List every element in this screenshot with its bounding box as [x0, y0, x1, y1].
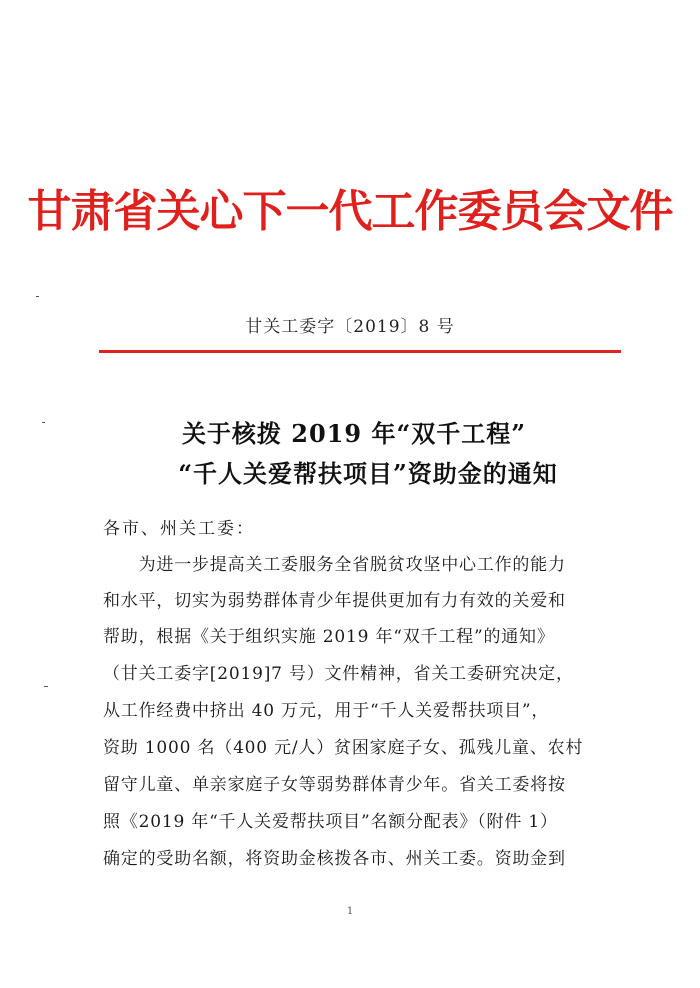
red-separator-line — [99, 350, 621, 353]
body-line: 从工作经费中挤出 40 万元，用于“千人关爱帮扶项目”， — [103, 701, 550, 721]
body-line: 资助 1000 名（400 元/人）贫困家庭子女、孤残儿童、农村 — [103, 738, 584, 758]
scan-margin-mark — [36, 296, 39, 297]
body-line: 确定的受助名额，将资助金核拨各市、州关工委。资助金到 — [103, 849, 566, 869]
body-line: 照《2019 年“千人关爱帮扶项目”名额分配表》（附件 1） — [103, 812, 558, 832]
letterhead-title: 甘肃省关心下一代工作委员会文件 — [27, 186, 673, 237]
scan-margin-mark — [44, 686, 48, 687]
body-line: 为进一步提高关工委服务全省脱贫攻坚中心工作的能力 — [103, 555, 566, 575]
body-line: 帮助，根据《关于组织实施 2019 年“双千工程”的通知》 — [103, 627, 555, 647]
document-number: 甘关工委字〔2019〕8 号 — [245, 317, 455, 337]
salutation: 各市、州关工委： — [103, 519, 255, 539]
body-line: 和水平，切实为弱势群体青少年提供更加有力有效的关爱和 — [103, 591, 566, 611]
notice-title-line-1: 关于核拨 2019 年“双千工程” — [181, 419, 527, 448]
body-line: 留守儿童、单亲家庭子女等弱势群体青少年。省关工委将按 — [103, 775, 566, 795]
body-line: （甘关工委字[2019]7 号）文件精神，省关工委研究决定， — [103, 664, 574, 684]
scan-margin-mark — [42, 422, 45, 423]
page-number: 1 — [346, 906, 354, 917]
notice-title-line-2: “千人关爱帮扶项目”资助金的通知 — [178, 459, 558, 488]
